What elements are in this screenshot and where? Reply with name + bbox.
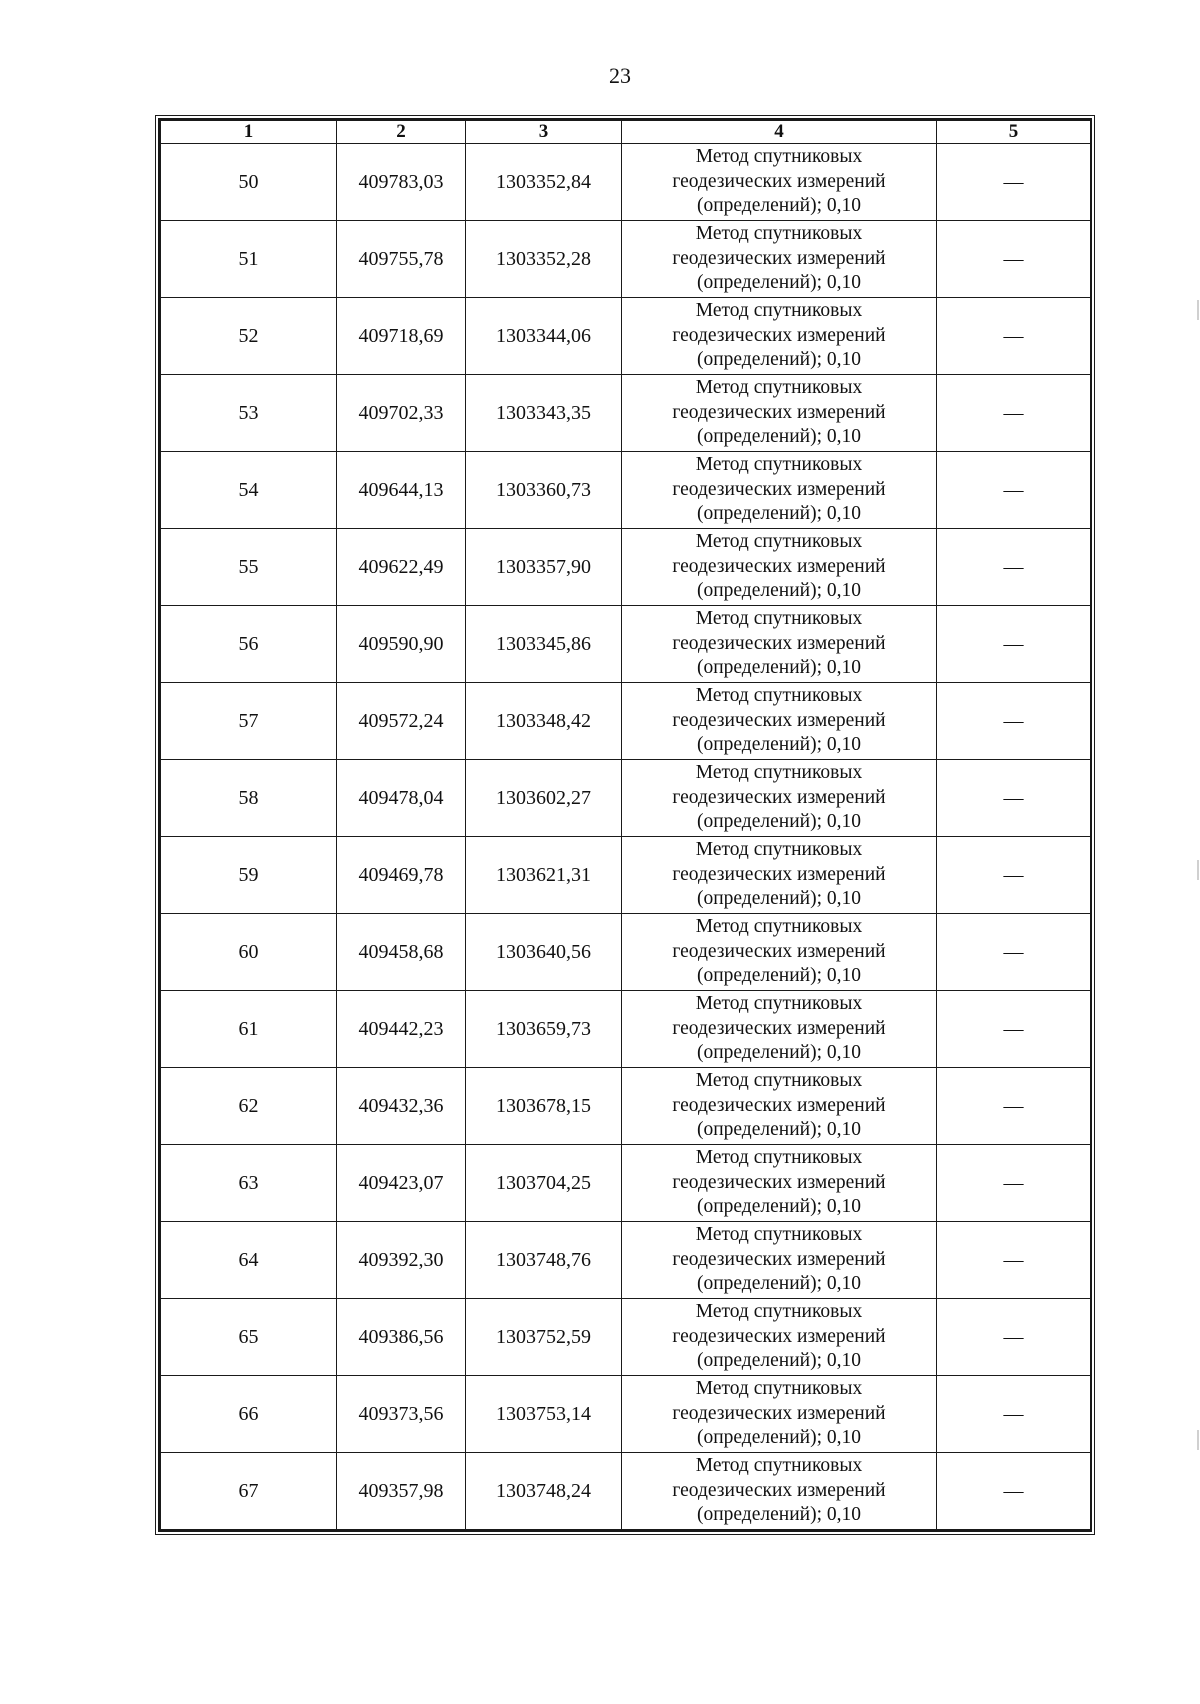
method-line: геодезических измерений [672,1325,886,1347]
note-dash: — [1003,170,1024,193]
table-row [161,606,1091,683]
method-line: Метод спутниковых [695,608,863,630]
table-row [161,1222,1091,1299]
table-row [161,452,1091,529]
table-row [161,683,1091,760]
coordinate-x-cell: 409469,78 [337,837,466,914]
method-cell [622,1299,937,1376]
coordinate-x-cell: 409644,13 [337,452,466,529]
method-line: геодезических измерений [672,478,886,500]
table-header-row [161,121,1091,144]
point-number-cell: 59 [161,837,337,914]
method-line: Метод спутниковых [695,223,863,245]
method-line: (определений); 0,10 [696,580,861,602]
point-number-cell: 53 [161,375,337,452]
method-cell [622,375,937,452]
coordinate-y-cell: 1303360,73 [466,452,622,529]
method-line: (определений); 0,10 [696,1273,861,1295]
note-cell [937,452,1091,529]
note-cell [937,375,1091,452]
header-col-5: 5 [937,121,1091,144]
coordinate-x-cell: 409718,69 [337,298,466,375]
method-cell [622,1376,937,1453]
method-line: (определений); 0,10 [696,1119,861,1141]
note-cell [937,914,1091,991]
coordinate-x-cell: 409432,36 [337,1068,466,1145]
point-number-cell: 54 [161,452,337,529]
method-line: Метод спутниковых [695,993,863,1015]
method-line: Метод спутниковых [695,454,863,476]
method-cell [622,529,937,606]
method-line: (определений); 0,10 [696,1042,861,1064]
method-line: (определений); 0,10 [696,1196,861,1218]
coordinates-table [160,120,1091,1530]
point-number-cell: 61 [161,991,337,1068]
coordinate-y-cell: 1303704,25 [466,1145,622,1222]
point-number-cell: 64 [161,1222,337,1299]
scan-edge-mark [1197,860,1199,880]
note-dash: — [1003,1248,1024,1271]
method-line: геодезических измерений [672,555,886,577]
coordinate-y-cell: 1303659,73 [466,991,622,1068]
point-number-cell: 58 [161,760,337,837]
coordinate-x-cell: 409755,78 [337,221,466,298]
coordinate-y-cell: 1303748,76 [466,1222,622,1299]
scan-edge-mark [1197,300,1199,320]
scan-edge-mark [1197,1430,1199,1450]
point-number-cell: 62 [161,1068,337,1145]
note-dash: — [1003,324,1024,347]
method-line: Метод спутниковых [695,916,863,938]
method-line: геодезических измерений [672,863,886,885]
method-line: (определений); 0,10 [696,965,861,987]
coordinate-y-cell: 1303678,15 [466,1068,622,1145]
method-cell [622,298,937,375]
coordinate-x-cell: 409783,03 [337,144,466,221]
note-cell [937,529,1091,606]
coordinate-x-cell: 409590,90 [337,606,466,683]
method-line: (определений); 0,10 [696,503,861,525]
coordinate-x-cell: 409478,04 [337,760,466,837]
coordinate-y-cell: 1303352,28 [466,221,622,298]
method-line: Метод спутниковых [695,1301,863,1323]
method-line: Метод спутниковых [695,146,863,168]
method-cell [622,1453,937,1530]
table-row [161,837,1091,914]
method-line: геодезических измерений [672,1479,886,1501]
note-dash: — [1003,863,1024,886]
note-dash: — [1003,401,1024,424]
coordinate-x-cell: 409622,49 [337,529,466,606]
coordinate-x-cell: 409386,56 [337,1299,466,1376]
method-line: геодезических измерений [672,940,886,962]
method-line: геодезических измерений [672,632,886,654]
note-cell [937,1376,1091,1453]
method-line: геодезических измерений [672,324,886,346]
method-line: геодезических измерений [672,170,886,192]
method-line: (определений); 0,10 [696,1427,861,1449]
coordinate-y-cell: 1303344,06 [466,298,622,375]
point-number-cell: 67 [161,1453,337,1530]
method-line: Метод спутниковых [695,1224,863,1246]
method-line: Метод спутниковых [695,300,863,322]
method-line: Метод спутниковых [695,685,863,707]
method-cell [622,606,937,683]
note-cell [937,1068,1091,1145]
note-dash: — [1003,1479,1024,1502]
table-row [161,1068,1091,1145]
point-number-cell: 63 [161,1145,337,1222]
method-cell [622,221,937,298]
note-cell [937,837,1091,914]
point-number-cell: 60 [161,914,337,991]
method-cell [622,452,937,529]
method-line: (определений); 0,10 [696,657,861,679]
method-line: Метод спутниковых [695,1147,863,1169]
note-dash: — [1003,478,1024,501]
table-body [161,144,1091,1530]
method-line: геодезических измерений [672,1017,886,1039]
header-col-3: 3 [466,121,622,144]
method-line: геодезических измерений [672,709,886,731]
coordinate-x-cell: 409423,07 [337,1145,466,1222]
method-line: геодезических измерений [672,786,886,808]
method-line: Метод спутниковых [695,762,863,784]
note-dash: — [1003,1094,1024,1117]
method-line: (определений); 0,10 [696,1350,861,1372]
method-line: геодезических измерений [672,1402,886,1424]
method-line: Метод спутниковых [695,531,863,553]
note-dash: — [1003,1171,1024,1194]
method-line: Метод спутниковых [695,377,863,399]
method-cell [622,1068,937,1145]
note-dash: — [1003,940,1024,963]
method-line: (определений); 0,10 [696,349,861,371]
note-cell [937,760,1091,837]
note-dash: — [1003,709,1024,732]
table-row [161,1453,1091,1530]
method-cell [622,914,937,991]
method-line: геодезических измерений [672,1094,886,1116]
table-row [161,221,1091,298]
coordinate-x-cell: 409357,98 [337,1453,466,1530]
note-dash: — [1003,247,1024,270]
coordinate-y-cell: 1303640,56 [466,914,622,991]
note-cell [937,1453,1091,1530]
method-cell [622,683,937,760]
header-col-4: 4 [622,121,937,144]
point-number-cell: 50 [161,144,337,221]
note-dash: — [1003,555,1024,578]
method-cell [622,760,937,837]
note-cell [937,144,1091,221]
method-cell [622,1145,937,1222]
coordinate-y-cell: 1303752,59 [466,1299,622,1376]
note-cell [937,991,1091,1068]
header-col-2: 2 [337,121,466,144]
coordinate-x-cell: 409572,24 [337,683,466,760]
method-line: Метод спутниковых [695,1070,863,1092]
page-number: 23 [609,63,631,88]
coordinate-y-cell: 1303348,42 [466,683,622,760]
method-cell [622,837,937,914]
table-row [161,144,1091,221]
method-line: Метод спутниковых [695,839,863,861]
method-cell [622,991,937,1068]
note-dash: — [1003,632,1024,655]
note-cell [937,221,1091,298]
note-cell [937,1145,1091,1222]
note-dash: — [1003,1017,1024,1040]
note-cell [937,683,1091,760]
point-number-cell: 57 [161,683,337,760]
coordinate-y-cell: 1303357,90 [466,529,622,606]
coordinate-y-cell: 1303602,27 [466,760,622,837]
point-number-cell: 56 [161,606,337,683]
method-line: (определений); 0,10 [696,1504,861,1526]
coordinate-x-cell: 409373,56 [337,1376,466,1453]
point-number-cell: 65 [161,1299,337,1376]
coordinates-table-frame [158,118,1092,1532]
method-line: (определений); 0,10 [696,272,861,294]
method-line: (определений); 0,10 [696,195,861,217]
method-line: Метод спутниковых [695,1455,863,1477]
table-row [161,760,1091,837]
coordinate-x-cell: 409442,23 [337,991,466,1068]
method-line: Метод спутниковых [695,1378,863,1400]
coordinate-x-cell: 409702,33 [337,375,466,452]
method-cell [622,144,937,221]
coordinate-y-cell: 1303352,84 [466,144,622,221]
note-dash: — [1003,1325,1024,1348]
coordinate-x-cell: 409458,68 [337,914,466,991]
note-cell [937,298,1091,375]
coordinate-y-cell: 1303343,35 [466,375,622,452]
note-cell [937,1299,1091,1376]
point-number-cell: 66 [161,1376,337,1453]
point-number-cell: 51 [161,221,337,298]
table-row [161,375,1091,452]
table-row [161,1299,1091,1376]
table-row [161,914,1091,991]
note-dash: — [1003,1402,1024,1425]
method-line: (определений); 0,10 [696,811,861,833]
method-line: (определений); 0,10 [696,888,861,910]
point-number-cell: 55 [161,529,337,606]
method-line: геодезических измерений [672,401,886,423]
method-line: (определений); 0,10 [696,734,861,756]
table-row [161,298,1091,375]
table-row [161,529,1091,606]
method-line: геодезических измерений [672,1248,886,1270]
note-dash: — [1003,786,1024,809]
table-row [161,991,1091,1068]
point-number-cell: 52 [161,298,337,375]
table-row [161,1145,1091,1222]
table-row [161,1376,1091,1453]
method-line: геодезических измерений [672,247,886,269]
coordinate-y-cell: 1303748,24 [466,1453,622,1530]
note-cell [937,606,1091,683]
coordinate-y-cell: 1303345,86 [466,606,622,683]
method-line: (определений); 0,10 [696,426,861,448]
header-col-1: 1 [161,121,337,144]
coordinate-y-cell: 1303753,14 [466,1376,622,1453]
coordinate-y-cell: 1303621,31 [466,837,622,914]
note-cell [937,1222,1091,1299]
method-line: геодезических измерений [672,1171,886,1193]
method-cell [622,1222,937,1299]
coordinate-x-cell: 409392,30 [337,1222,466,1299]
